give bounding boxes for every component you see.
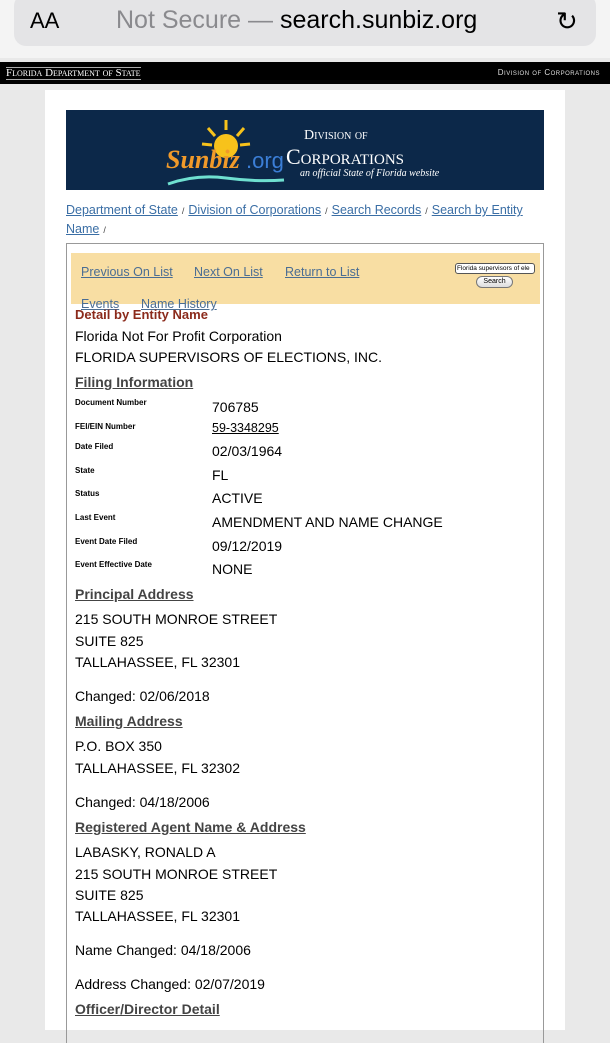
breadcrumb-division[interactable]: Division of Corporations <box>188 203 322 217</box>
event-date-filed-label: Event Date Filed <box>75 537 138 546</box>
document-number-value: 706785 <box>212 399 259 415</box>
status-value: ACTIVE <box>212 490 263 506</box>
previous-on-list-link[interactable]: Previous On List <box>81 265 173 279</box>
name-history-link[interactable]: Name History <box>141 297 217 311</box>
agent-name-changed: Name Changed: 04/18/2006 <box>75 942 251 958</box>
document-number-label: Document Number <box>75 398 147 407</box>
agent-line: LABASKY, RONALD A <box>75 844 216 860</box>
last-event-label: Last Event <box>75 513 116 522</box>
fei-ein-link[interactable]: 59-3348295 <box>212 421 279 435</box>
banner-corporations: Corporations <box>286 144 405 169</box>
principal-address-line: SUITE 825 <box>75 633 144 649</box>
url-display[interactable] <box>116 6 477 35</box>
principal-address-line: 215 SOUTH MONROE STREET <box>75 611 278 627</box>
not-secure-label: Not Secure — <box>116 6 274 34</box>
event-effective-date-label: Event Effective Date <box>75 560 152 569</box>
agent-address-changed: Address Changed: 02/07/2019 <box>75 976 265 992</box>
events-link[interactable]: Events <box>81 297 120 311</box>
mailing-changed-date: Changed: 04/18/2006 <box>75 794 210 810</box>
mailing-address-line: P.O. BOX 350 <box>75 738 162 754</box>
breadcrumb: Department of State / Division of Corporations / Search Records / Search by Entity Name / <box>66 203 523 236</box>
principal-address-heading: Principal Address <box>75 586 194 602</box>
search-button[interactable]: Search <box>476 276 513 288</box>
fei-ein-label: FEI/EIN Number <box>75 422 136 431</box>
event-date-filed-value: 09/12/2019 <box>212 538 283 554</box>
date-filed-label: Date Filed <box>75 442 114 451</box>
state-value: FL <box>212 467 229 483</box>
banner-tagline: an official State of Florida website <box>300 168 440 179</box>
status-label: Status <box>75 489 100 498</box>
search-input[interactable]: Florida supervisors of ele <box>455 263 535 274</box>
agent-line: TALLAHASSEE, FL 32301 <box>75 908 240 924</box>
domain-label: search.sunbiz.org <box>279 6 478 34</box>
return-to-list-link[interactable]: Return to List <box>285 265 360 279</box>
agent-line: SUITE 825 <box>75 887 144 903</box>
mailing-address-heading: Mailing Address <box>75 713 183 729</box>
breadcrumb-department[interactable]: Department of State <box>66 203 178 217</box>
navigation-bar <box>71 253 540 311</box>
sunbiz-banner[interactable] <box>66 110 544 190</box>
registered-agent-heading: Registered Agent Name & Address <box>75 819 306 835</box>
entity-type: Florida Not For Profit Corporation <box>75 328 282 344</box>
filing-information-heading: Filing Information <box>75 374 194 390</box>
date-filed-value: 02/03/1964 <box>212 443 283 459</box>
state-header <box>0 62 610 84</box>
last-event-value: AMENDMENT AND NAME CHANGE <box>212 514 443 530</box>
agent-line: 215 SOUTH MONROE STREET <box>75 866 278 882</box>
text-size-button[interactable] <box>30 8 59 34</box>
entity-name: FLORIDA SUPERVISORS OF ELECTIONS, INC. <box>75 349 383 365</box>
event-effective-date-value: NONE <box>212 561 253 577</box>
fdos-logo[interactable]: Florida Department of State <box>6 67 141 79</box>
reload-icon[interactable]: ↻ <box>556 6 578 36</box>
svg-text:.org: .org <box>246 148 284 173</box>
division-link[interactable]: Division of Corporations <box>497 68 600 77</box>
mailing-address-line: TALLAHASSEE, FL 32302 <box>75 760 240 776</box>
banner-division: Division of <box>304 128 368 143</box>
svg-text:Sunbiz: Sunbiz <box>166 145 240 174</box>
principal-changed-date: Changed: 02/06/2018 <box>75 688 210 704</box>
text-size-label: AA <box>30 8 60 33</box>
next-on-list-link[interactable]: Next On List <box>194 265 263 279</box>
principal-address-line: TALLAHASSEE, FL 32301 <box>75 654 240 670</box>
sunbiz-logo <box>166 118 296 188</box>
breadcrumb-search-records[interactable]: Search Records <box>331 203 422 217</box>
breadcrumb-search-entity[interactable]: Search by Entity Name <box>66 203 523 236</box>
detail-heading: Detail by Entity Name <box>75 307 208 322</box>
officer-director-heading: Officer/Director Detail <box>75 1001 220 1017</box>
state-label: State <box>75 466 95 475</box>
